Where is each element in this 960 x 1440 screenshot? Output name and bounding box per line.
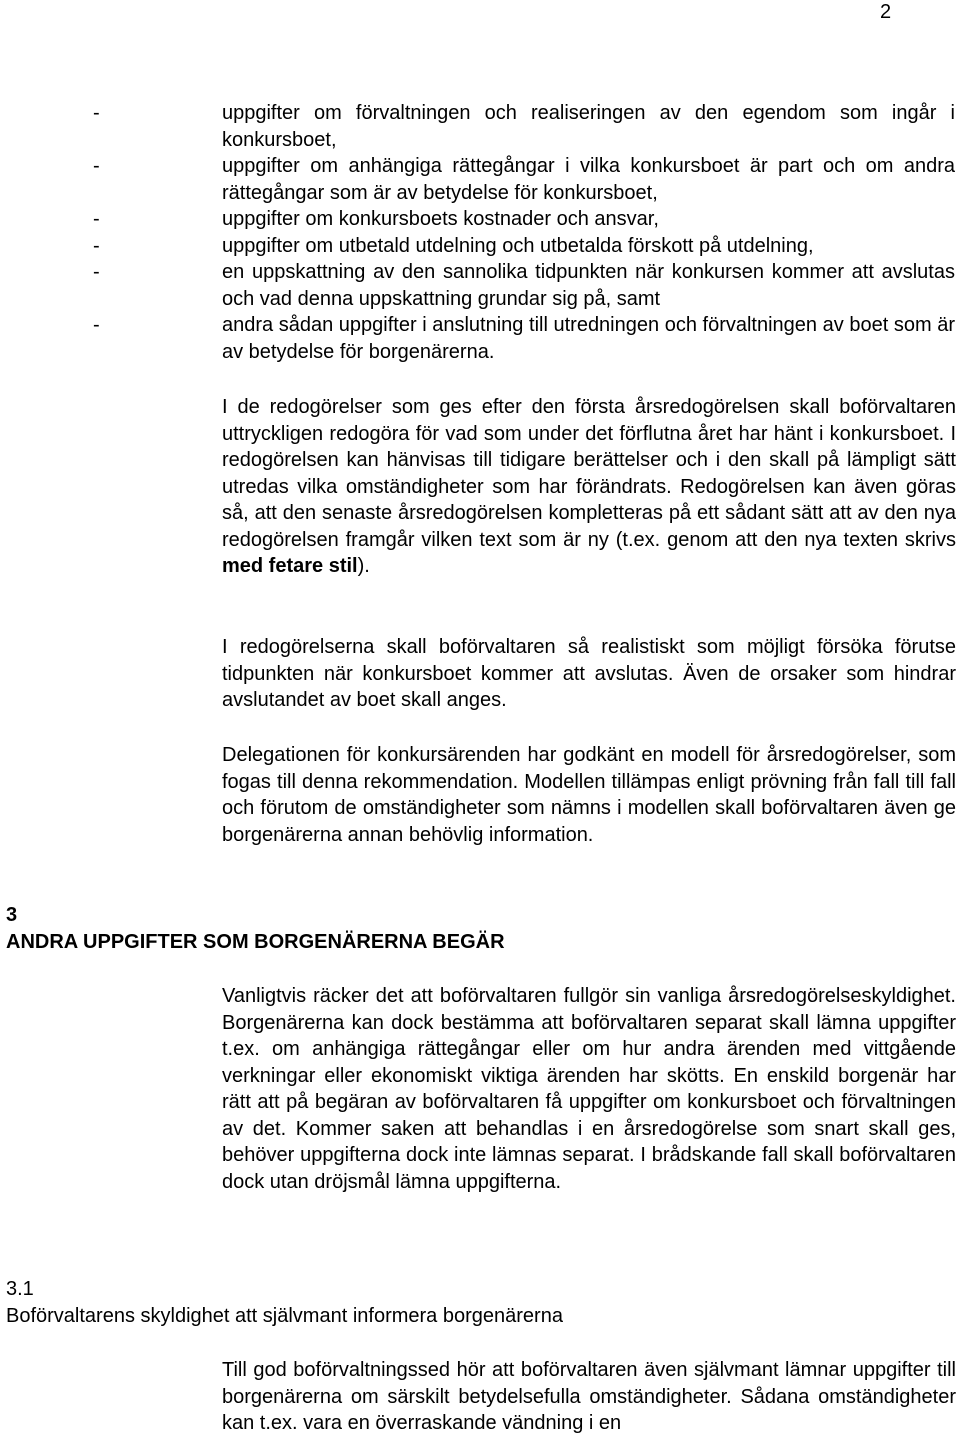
dash-marker: -	[93, 102, 100, 124]
paragraph-text: I de redogörelser som ges efter den första årsredogörelsen skall boförvaltaren uttryckligen redogöra för vad som under det förflutna året har hänt i konkursboet. I redogörelsen kan hänvisas till tidigare berättelser och i den skall på lämpligt sätt utredas vilka omständigheter som har förändrats. Redogörelsen kan även göras så, att den senaste årsredogörelsen kompletteras på ett sådant sätt att av den nya redogörelsen framgår vilken text som är ny (t.ex. genom att den nya texten skrivs	[222, 396, 956, 551]
list-item-text: uppgifter om konkursboets kostnader och ansvar,	[222, 208, 659, 230]
page-number: 2	[880, 1, 892, 23]
section-3-number: 3	[6, 904, 18, 926]
section-3-title: ANDRA UPPGIFTER SOM BORGENÄRERNA BEGÄR	[6, 931, 505, 953]
list-item	[0, 312, 960, 365]
paragraph-text-end: ).	[357, 555, 370, 577]
section-3-1-number: 3.1	[6, 1278, 34, 1300]
list-item-text: uppgifter om utbetald utdelning och utbetalda förskott på utdelning,	[222, 234, 814, 257]
list-item	[0, 100, 960, 153]
list-item-text: en uppskattning av den sannolika tidpunkten när konkursen kommer att avslutas och vad denna uppskattning grundar sig på, samt	[222, 261, 955, 310]
paragraph-delegation-model: Delegationen för konkursärenden har godkänt en modell för årsredogörelser, som fogas till denna rekommendation. Modellen tillämpas enligt prövning från fall till fall och förutom de omständigheter som nämns i modellen skall boförvaltaren även ge borgenärerna annan behövlig information.	[222, 744, 956, 846]
list-item-text: uppgifter om förvaltningen och realiseringen av den egendom som ingår i konkursboet,	[222, 102, 955, 151]
dash-marker: -	[93, 234, 100, 257]
list-item	[0, 259, 960, 312]
section-3-1-title: Boförvaltarens skyldighet att självmant informera borgenärerna	[6, 1305, 563, 1327]
dash-marker: -	[93, 208, 100, 230]
paragraph-section-3-1: Till god boförvaltningssed hör att boförvaltaren även självmant lämnar uppgifter till borgenärerna om särskilt betydelsefulla omständigheter. Sådana omständigheter kan t.ex. vara en överraskande vändning i en	[222, 1359, 956, 1434]
dash-marker: -	[93, 314, 100, 336]
bullet-list	[0, 100, 960, 365]
paragraph-section-3: Vanligtvis räcker det att boförvaltaren fullgör sin vanliga årsredogörelseskyldighet. Borgenärerna kan dock bestämma att boförvaltaren separat skall lämna uppgifter t.ex. om anhängiga rättegångar eller om hur andra ärenden med vittgående verkningar eller ekonomiskt viktiga ärenden har skötts. En enskild borgenär har rätt att på begäran av boförvaltaren få uppgifter om konkursboet och förvaltningen av det. Kommer saken att behandlas i en årsredogörelse som snart skall ges, behöver uppgifterna dock inte lämnas separat. I brådskande fall skall boförvaltaren dock utan dröjsmål lämna uppgifterna.	[222, 985, 956, 1193]
dash-marker: -	[93, 155, 100, 177]
paragraph-realistic-estimate: I redogörelserna skall boförvaltaren så realistiskt som möjligt försöka förutse tidpunkten när konkursboet kommer att avslutas. Även de orsaker som hindrar avslutandet av boet skall anges.	[222, 636, 956, 711]
list-item-text: andra sådan uppgifter i anslutning till utredningen och förvaltningen av boet som är av betydelse för borgenärerna.	[222, 314, 955, 363]
bold-text: med fetare stil	[222, 555, 358, 577]
dash-marker: -	[93, 261, 100, 283]
list-item	[0, 233, 960, 260]
paragraph-annual-reports	[222, 394, 956, 580]
list-item-text: uppgifter om anhängiga rättegångar i vilka konkursboet är part och om andra rättegångar som är av betydelse för konkursboet,	[222, 155, 955, 204]
list-item	[0, 206, 960, 233]
list-item	[0, 153, 960, 206]
